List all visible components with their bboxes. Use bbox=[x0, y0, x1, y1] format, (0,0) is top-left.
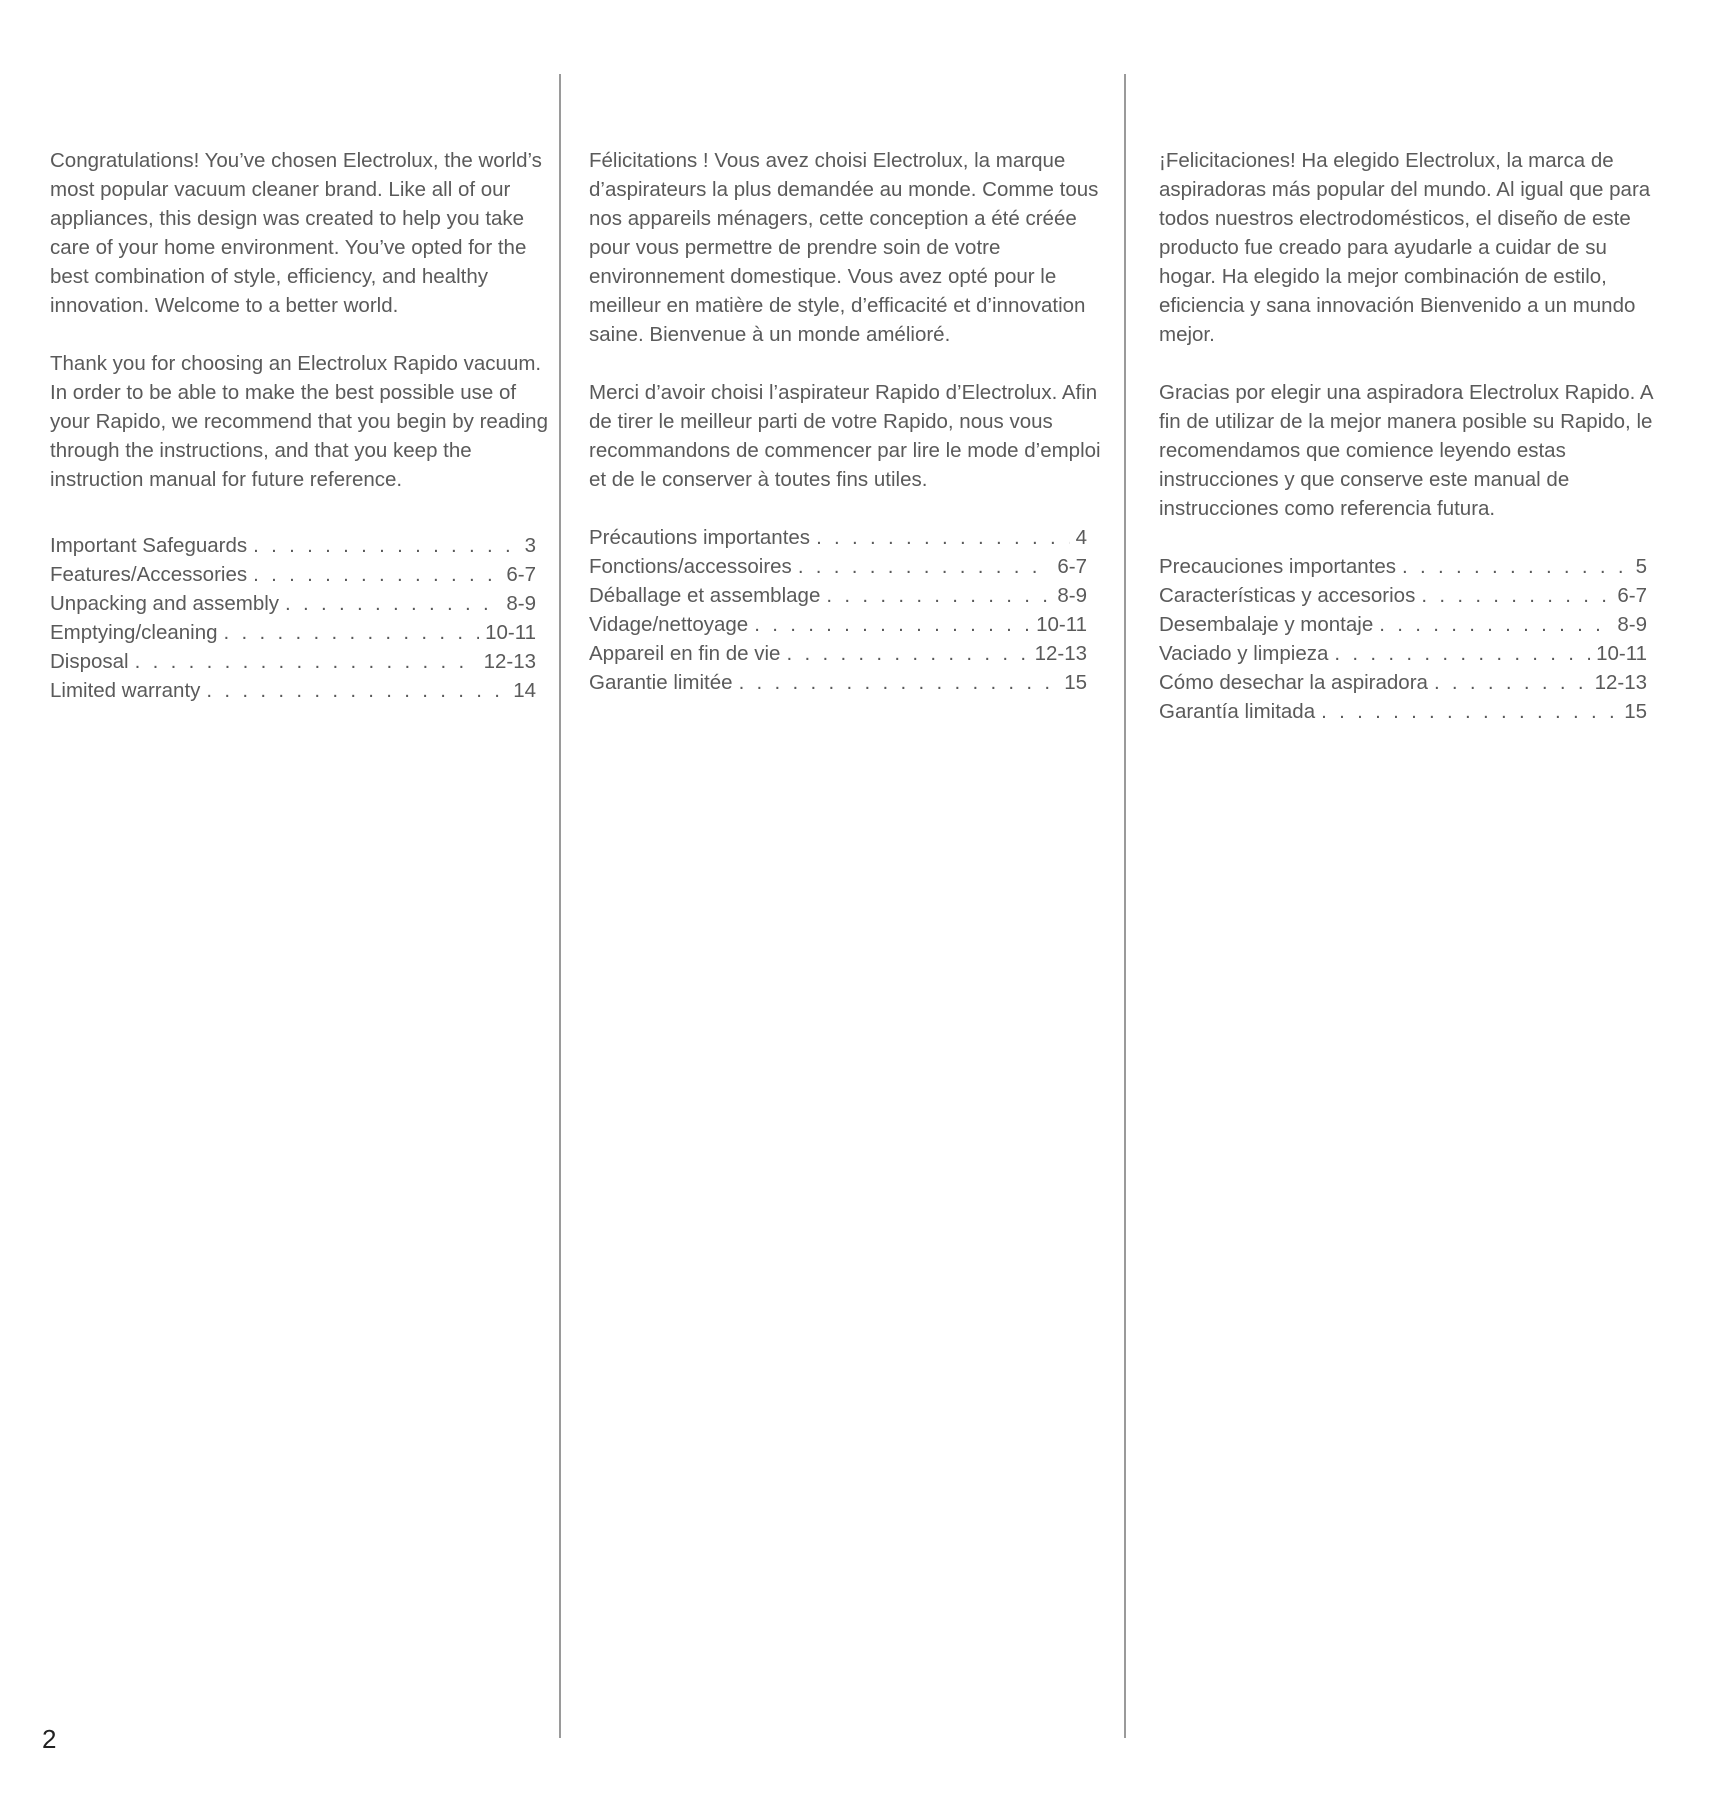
toc-entry[interactable] bbox=[1159, 697, 1647, 726]
toc-title: Vidage/nettoyage bbox=[589, 613, 749, 636]
toc-entry[interactable] bbox=[50, 589, 536, 618]
page-number: 2 bbox=[42, 1724, 57, 1754]
toc-title: Características y accesorios bbox=[1159, 584, 1416, 607]
toc-title: Precauciones importantes bbox=[1159, 555, 1397, 578]
toc-entry[interactable] bbox=[50, 647, 536, 676]
toc-page: 6-7 bbox=[1057, 555, 1087, 578]
toc-entry[interactable] bbox=[589, 581, 1087, 610]
toc-title: Limited warranty bbox=[50, 679, 201, 702]
toc-title: Précautions importantes bbox=[589, 526, 811, 549]
toc-page: 6-7 bbox=[506, 563, 536, 586]
toc-entry[interactable] bbox=[589, 523, 1087, 552]
toc-title: Cómo desechar la aspiradora bbox=[1159, 671, 1428, 694]
toc-leader bbox=[786, 639, 1028, 668]
toc-title: Appareil en fin de vie bbox=[589, 642, 781, 665]
french-thanks-paragraph: Merci d’avoir choisi l’aspirateur Rapido d’Electrolux. Afin de tirer le meilleur parti de votre Rapido, nous vous recommandons de commencer par lire le mode d’emploi et de le conserver à toutes fins utiles. bbox=[589, 381, 1101, 491]
toc-entry[interactable] bbox=[50, 531, 536, 560]
column-divider-left bbox=[559, 74, 561, 1738]
toc-leader bbox=[1421, 581, 1611, 610]
toc-entry[interactable] bbox=[1159, 639, 1647, 668]
toc-title: Desembalaje y montaje bbox=[1159, 613, 1374, 636]
french-table-of-contents bbox=[589, 523, 1087, 697]
toc-leader bbox=[135, 647, 478, 676]
toc-page: 15 bbox=[1624, 700, 1647, 723]
toc-page: 4 bbox=[1075, 526, 1087, 549]
spanish-thanks-paragraph: Gracias por elegir una aspiradora Electrolux Rapido. A fin de utilizar de la mejor manera posible su Rapido, le recomendamos que comience leyendo estas instrucciones y que conserve este manual de instrucciones como referencia futura. bbox=[1159, 381, 1653, 520]
toc-leader bbox=[826, 581, 1051, 610]
toc-leader bbox=[739, 668, 1059, 697]
toc-page: 6-7 bbox=[1617, 584, 1647, 607]
toc-leader bbox=[253, 560, 500, 589]
toc-entry[interactable] bbox=[1159, 552, 1647, 581]
toc-page: 3 bbox=[524, 534, 536, 557]
french-column bbox=[589, 146, 1115, 697]
english-column bbox=[50, 146, 550, 705]
column-divider-right bbox=[1124, 74, 1126, 1738]
toc-page: 10-11 bbox=[485, 621, 536, 644]
spanish-column bbox=[1159, 146, 1659, 726]
english-thanks-paragraph: Thank you for choosing an Electrolux Rapido vacuum. In order to be able to make the best possible use of your Rapido, we recommend that you begin by reading through the instructions, and that you keep the instruction manual for future reference. bbox=[50, 352, 548, 491]
toc-title: Features/Accessories bbox=[50, 563, 248, 586]
spanish-intro-paragraph: ¡Felicitaciones! Ha elegido Electrolux, la marca de aspiradoras más popular del mundo. Al igual que para todos nuestros electrodomésticos, el diseño de este producto fue creado para ayudarle a cuidar de su hogar. Ha elegido la mejor combinación de estilo, eficiencia y sana innovación Bienvenido a un mundo mejor. bbox=[1159, 149, 1651, 346]
toc-entry[interactable] bbox=[589, 639, 1087, 668]
toc-entry[interactable] bbox=[589, 610, 1087, 639]
toc-entry[interactable] bbox=[1159, 581, 1647, 610]
toc-title: Unpacking and assembly bbox=[50, 592, 280, 615]
toc-page: 12-13 bbox=[483, 650, 536, 673]
toc-page: 8-9 bbox=[1057, 584, 1087, 607]
toc-entry[interactable] bbox=[50, 676, 536, 705]
toc-entry[interactable] bbox=[50, 618, 536, 647]
toc-leader bbox=[285, 589, 500, 618]
spanish-table-of-contents bbox=[1159, 552, 1647, 726]
toc-title: Important Safeguards bbox=[50, 534, 248, 557]
toc-leader bbox=[798, 552, 1052, 581]
toc-page: 8-9 bbox=[506, 592, 536, 615]
english-intro-paragraph: Congratulations! You’ve chosen Electrolux, the world’s most popular vacuum cleaner brand. Like all of our appliances, this design was created to help you take care of your home environment. You’ve opted for the best combination of style, efficiency, and healthy innovation. Welcome to a better world. bbox=[50, 149, 542, 317]
toc-entry[interactable] bbox=[50, 560, 536, 589]
toc-entry[interactable] bbox=[589, 552, 1087, 581]
toc-page: 12-13 bbox=[1594, 671, 1647, 694]
toc-leader bbox=[816, 523, 1070, 552]
toc-page: 10-11 bbox=[1596, 642, 1647, 665]
toc-title: Disposal bbox=[50, 650, 129, 673]
english-table-of-contents bbox=[50, 531, 536, 705]
toc-leader bbox=[253, 531, 518, 560]
toc-entry[interactable] bbox=[1159, 610, 1647, 639]
toc-title: Vaciado y limpieza bbox=[1159, 642, 1329, 665]
toc-leader bbox=[1321, 697, 1618, 726]
toc-page: 10-11 bbox=[1036, 613, 1087, 636]
toc-page: 5 bbox=[1635, 555, 1647, 578]
french-intro-paragraph: Félicitations ! Vous avez choisi Electrolux, la marque d’aspirateurs la plus demandée au monde. Comme tous nos appareils ménagers, cette conception a été créée pour vous permettre de prendre soin de votre environnement domestique. Vous avez opté pour le meilleur en matière de style, d’efficacité et d’innovation saine. Bienvenue à un monde amélioré. bbox=[589, 149, 1099, 346]
toc-leader bbox=[1334, 639, 1590, 668]
toc-leader bbox=[1434, 668, 1589, 697]
toc-leader bbox=[206, 676, 507, 705]
toc-title: Garantie limitée bbox=[589, 671, 733, 694]
toc-title: Garantía limitada bbox=[1159, 700, 1316, 723]
toc-title: Fonctions/accessoires bbox=[589, 555, 792, 578]
toc-page: 12-13 bbox=[1034, 642, 1087, 665]
toc-page: 8-9 bbox=[1617, 613, 1647, 636]
toc-title: Emptying/cleaning bbox=[50, 621, 218, 644]
toc-page: 14 bbox=[513, 679, 536, 702]
toc-leader bbox=[224, 618, 480, 647]
toc-page: 15 bbox=[1064, 671, 1087, 694]
toc-entry[interactable] bbox=[1159, 668, 1647, 697]
toc-entry[interactable] bbox=[589, 668, 1087, 697]
toc-leader bbox=[754, 610, 1030, 639]
toc-leader bbox=[1379, 610, 1611, 639]
toc-title: Déballage et assemblage bbox=[589, 584, 821, 607]
toc-leader bbox=[1402, 552, 1630, 581]
